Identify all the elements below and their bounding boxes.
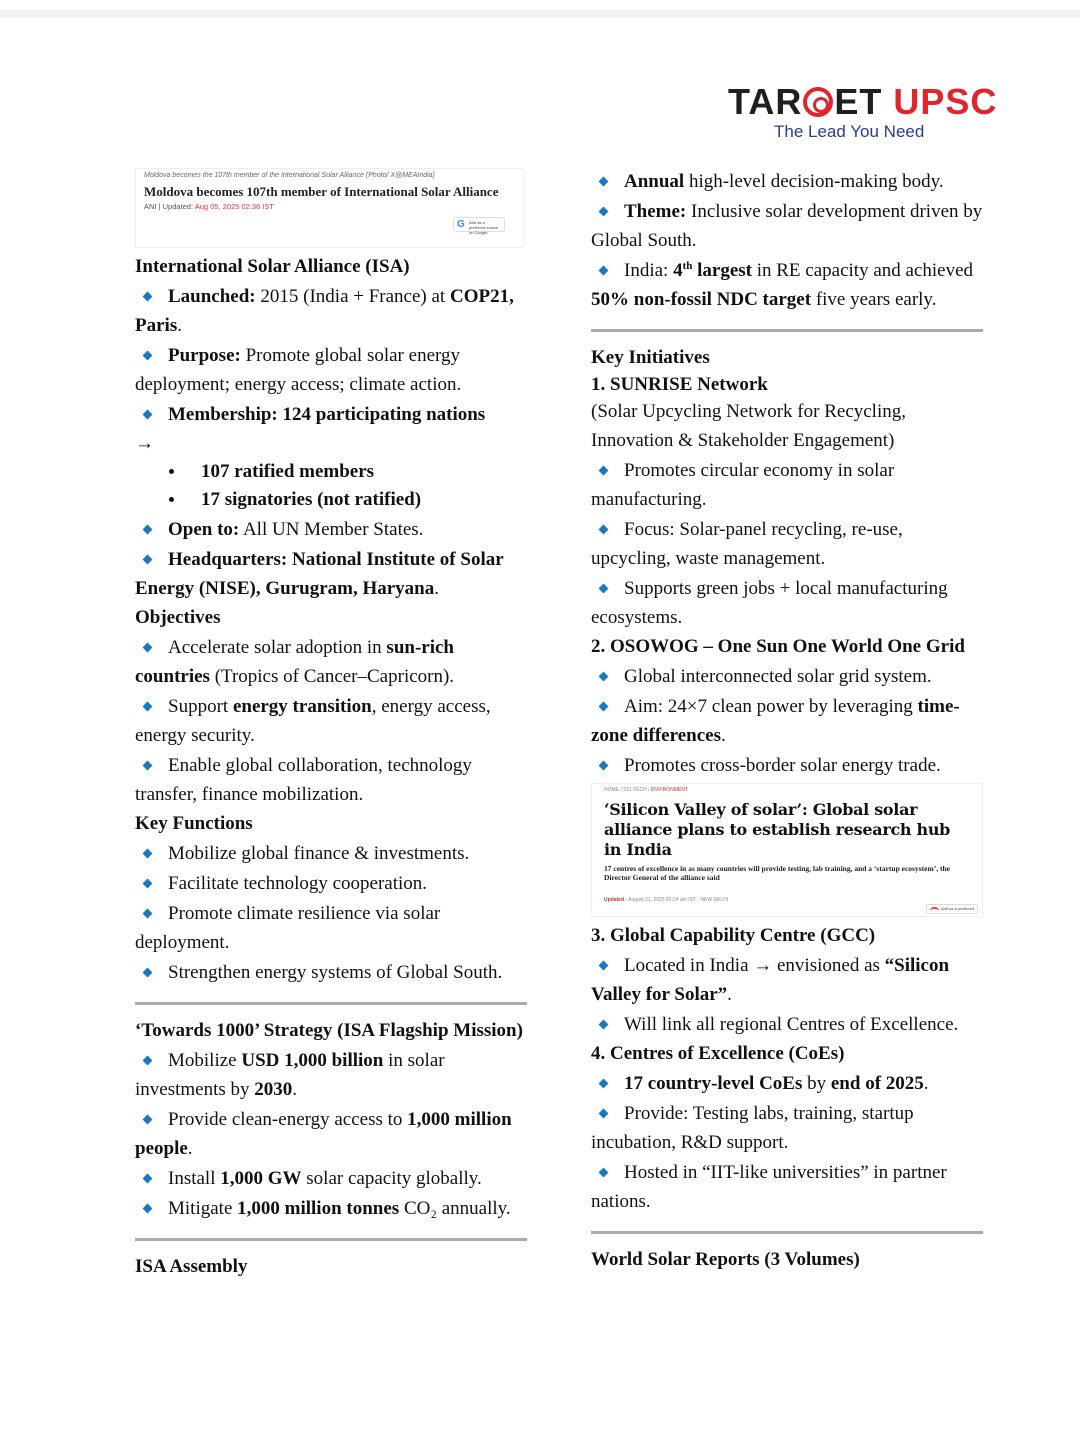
bullet-towards: Mobilize USD 1,000 billion in solar investments by 2030. (135, 1050, 445, 1100)
bullet-headquarters: Headquarters: National Institute of Solar Energy (NISE), Gurugram, Haryana. (135, 549, 504, 599)
bullet-function: Facilitate technology cooperation. (135, 869, 527, 898)
diamond-bullet-icon (143, 848, 153, 858)
section-title-key-initiatives: Key Initiatives (591, 347, 710, 368)
news-clipping-silicon-valley (591, 783, 983, 917)
clip-subheadline: 17 centres of excellence in as many countries will provide testing, lab training, and a ‘startup ecosystem’, the Director General of the alliance said (604, 864, 950, 882)
initiative-title-osowog: 2. OSOWOG – One Sun One World One Grid (591, 636, 965, 657)
bullet-assembly: India: 4th largest in RE capacity and achieved 50% non-fossil NDC target five years early. (591, 260, 974, 310)
clip-updated: Updated - August 21, 2025 02:24 am IST - NEW DELHI (604, 897, 729, 903)
section-divider (135, 1238, 527, 1241)
bullet-purpose: Purpose: Promote global solar energy deployment; energy access; climate action. (135, 345, 462, 395)
targetupsc-logo (728, 81, 998, 144)
section-title-isa-assembly: ISA Assembly (135, 1256, 248, 1277)
logo-wordmark: TAR ET UPSC (728, 81, 998, 122)
bullet-gcc: Will link all regional Centres of Excellence. (591, 1010, 983, 1039)
bullet-objective: Accelerate solar adoption in sun-rich countries (Tropics of Cancer–Capricorn). (135, 637, 455, 687)
section-divider (135, 1002, 527, 1005)
diamond-bullet-icon (599, 265, 609, 275)
clip-headline: Moldova becomes 107th member of International Solar Alliance (144, 184, 499, 199)
bullet-gcc: Located in India → envisioned as “Silicon Valley for Solar”. (591, 955, 950, 1005)
bullet-function: Mobilize global finance & investments. (135, 839, 527, 868)
bullet-open-to: Open to: All UN Member States. (135, 515, 527, 544)
bullet-sunrise: Supports green jobs + local manufacturing ecosystems. (591, 578, 948, 628)
clip-breadcrumb: HOME / SCI-TECH / ENVIRONMENT (604, 787, 688, 793)
sunrise-full-form: (Solar Upcycling Network for Recycling, Innovation & Stakeholder Engagement) (591, 401, 906, 451)
bullet-sunrise: Focus: Solar-panel recycling, re-use, upcycling, waste management. (591, 519, 903, 569)
bullet-osowog: Global interconnected solar grid system. (591, 662, 983, 691)
diamond-bullet-icon (143, 908, 153, 918)
diamond-bullet-icon (143, 760, 153, 770)
diamond-bullet-icon (599, 701, 609, 711)
diamond-bullet-icon (143, 1114, 153, 1124)
bullet-coe: Hosted in “IIT-like universities” in partner nations. (591, 1162, 947, 1212)
dot-bullet-icon (169, 469, 174, 474)
top-bar (0, 9, 1080, 18)
bullet-function: Strengthen energy systems of Global South. (135, 958, 527, 987)
bullet-assembly: Annual high-level decision-making body. (591, 167, 983, 196)
bullet-objective: Support energy transition, energy access, energy security. (135, 696, 491, 746)
google-preferred-badge: Add as a preferred (926, 904, 978, 914)
clip-caption: Moldova becomes the 107th member of the International Solar Alliance (Photo/ X@MEAIndia) (144, 172, 435, 179)
bullet-assembly: Theme: Inclusive solar development driven by Global South. (591, 201, 983, 251)
news-clipping-moldova (135, 168, 524, 248)
bullet-coe: Provide: Testing labs, training, startup incubation, R&D support. (591, 1103, 914, 1153)
bullet-objective: Enable global collaboration, technology transfer, finance mobilization. (135, 755, 472, 805)
diamond-bullet-icon (143, 701, 153, 711)
section-title-objectives: Objectives (135, 607, 221, 628)
section-title-world-solar-reports: World Solar Reports (3 Volumes) (591, 1249, 860, 1270)
initiative-title-gcc: 3. Global Capability Centre (GCC) (591, 925, 876, 946)
logo-tagline: The Lead You Need (774, 122, 925, 141)
diamond-bullet-icon (143, 878, 153, 888)
bullet-osowog: Promotes cross-border solar energy trade. (591, 751, 983, 780)
bullet-function: Promote climate resilience via solar deployment. (135, 903, 441, 953)
diamond-bullet-icon (143, 350, 153, 360)
bullet-sunrise: Promotes circular economy in solar manufacturing. (591, 460, 895, 510)
diamond-bullet-icon (599, 583, 609, 593)
sub-bullet-signatories: 17 signatories (not ratified) (135, 485, 527, 514)
diamond-bullet-icon (599, 1167, 609, 1177)
section-title-isa: International Solar Alliance (ISA) (135, 256, 410, 277)
diamond-bullet-icon (599, 671, 609, 681)
diamond-bullet-icon (143, 967, 153, 977)
bullet-membership: Membership: 124 participating nations → (135, 404, 486, 454)
diamond-bullet-icon (599, 1019, 609, 1029)
diamond-bullet-icon (599, 465, 609, 475)
diamond-bullet-icon (143, 554, 153, 564)
diamond-bullet-icon (143, 409, 153, 419)
diamond-bullet-icon (143, 1173, 153, 1183)
bullet-towards: Provide clean-energy access to 1,000 million people. (135, 1109, 512, 1159)
sub-bullet-ratified: 107 ratified members (135, 457, 527, 486)
bullet-coe: 17 country-level CoEs by end of 2025. (591, 1069, 983, 1098)
clip-meta: ANI | Updated: Aug 05, 2025 02:36 IST (144, 202, 274, 211)
section-divider (591, 1231, 983, 1234)
diamond-bullet-icon (143, 291, 153, 301)
diamond-bullet-icon (143, 1203, 153, 1213)
bullet-towards: Mitigate 1,000 million tonnes CO₂ annually. (135, 1194, 527, 1223)
left-column (135, 168, 527, 1281)
clip-headline: ‘Silicon Valley of solar’: Global solar alliance plans to establish research hub in India (604, 800, 951, 859)
initiative-title-sunrise: 1. SUNRISE Network (591, 374, 768, 395)
right-column (591, 166, 983, 1274)
section-divider (591, 329, 983, 332)
arrow-icon: → (135, 433, 154, 454)
initiative-title-coe: 4. Centres of Excellence (CoEs) (591, 1043, 845, 1064)
diamond-bullet-icon (599, 960, 609, 970)
section-title-towards-1000: ‘Towards 1000’ Strategy (ISA Flagship Mission) (135, 1020, 523, 1041)
diamond-bullet-icon (599, 206, 609, 216)
diamond-bullet-icon (599, 1078, 609, 1088)
bullet-osowog: Aim: 24×7 clean power by leveraging time-zone differences. (591, 696, 960, 746)
bullet-launched: Launched: 2015 (India + France) at COP21, Paris. (135, 286, 514, 336)
diamond-bullet-icon (599, 176, 609, 186)
diamond-bullet-icon (599, 524, 609, 534)
google-preferred-badge: G Add as a preferred source on Google (453, 217, 505, 232)
diamond-bullet-icon (599, 1108, 609, 1118)
bullet-towards: Install 1,000 GW solar capacity globally. (135, 1164, 527, 1193)
diamond-bullet-icon (599, 760, 609, 770)
diamond-bullet-icon (143, 524, 153, 534)
diamond-bullet-icon (143, 642, 153, 652)
section-title-key-functions: Key Functions (135, 813, 253, 834)
diamond-bullet-icon (143, 1055, 153, 1065)
dot-bullet-icon (169, 497, 174, 502)
target-icon (803, 87, 833, 117)
